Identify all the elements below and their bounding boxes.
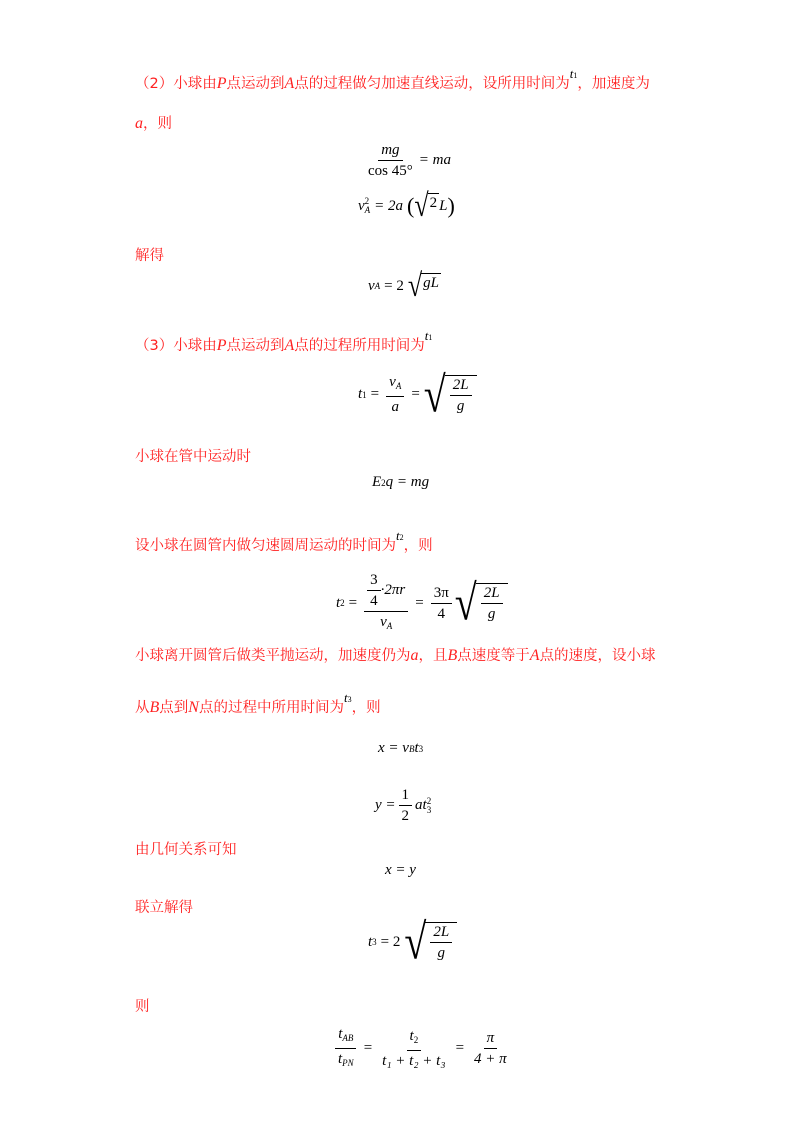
equation-9: x = y: [385, 862, 416, 878]
paragraph-t2: 设小球在圆管内做匀速圆周运动的时间为t2，则: [135, 528, 433, 554]
equation-1: $\frac{mg}{\cos 45^\circ}$ = ma: [368, 142, 451, 179]
equation-4: t 1 = $\frac{v_A}{a}$ = √ $\frac{2L}{g}$: [358, 374, 477, 415]
paragraph-2-line2: a，则: [135, 115, 172, 132]
equation-8: y = $\frac{1}{2}$ at 2 3: [375, 787, 432, 824]
text-guanzhong: 小球在管中运动时: [135, 449, 251, 465]
text-jihe: 由几何关系可知: [135, 842, 237, 858]
paragraph-2-line1: （2）小球由P点运动到A点的过程做匀加速直线运动，设所用时间为t1，加速度为: [135, 66, 650, 92]
paragraph-3: （3）小球由P点运动到A点的过程所用时间为t1: [135, 328, 433, 354]
paragraph-leave-line2: 从B点到N点的过程中所用时间为t3，则: [135, 690, 381, 716]
equation-10: t 3 = 2 √ $\frac{2L}{g}$: [368, 922, 457, 962]
paragraph-leave-line1: 小球离开圆管后做类平抛运动，加速度仍为a，且B点速度等于A点的速度，设小球: [135, 647, 656, 664]
text-jiede-1: 解得: [135, 248, 164, 264]
text-lianli: 联立解得: [135, 900, 193, 916]
equation-7: x = v B t 3: [378, 740, 424, 756]
equation-2: v 2 A = 2a ( √ 2 L ): [358, 187, 455, 224]
equation-11: $\frac{t_{AB}}{t_{PN}}$ = $\frac{t_2}{\text{t₁ + t₂ + t₃}}$ = $\frac{\pi}{4 + \pi}$: [332, 1026, 513, 1071]
text-ze: 则: [135, 999, 150, 1015]
equation-3: v A = 2 √ gL: [368, 267, 440, 304]
equation-5: E 2 q = mg: [372, 474, 430, 490]
t1-symbol: t1: [569, 66, 578, 81]
equation-6: t 2 = $\frac{3}{4}$ ·2πr $v_A$ = $\frac{3\pi}{4}$ √ $\frac{2L}{g}$: [336, 572, 508, 634]
